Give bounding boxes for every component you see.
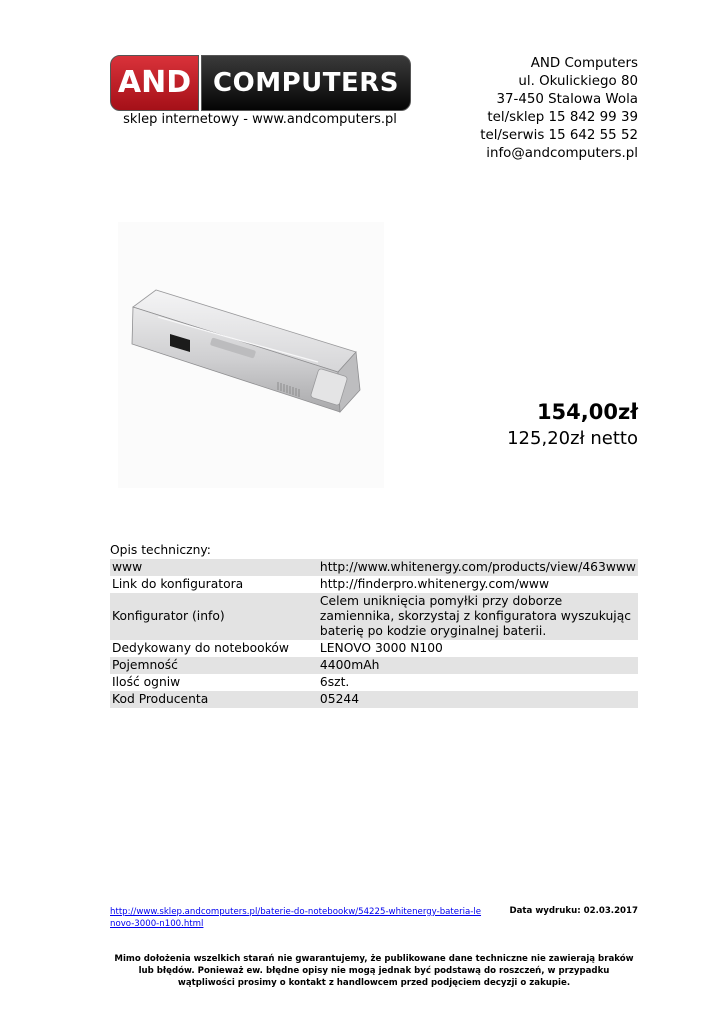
price-gross: 154,00zł <box>536 400 638 424</box>
company-contact <box>480 55 638 163</box>
table-row <box>110 593 638 640</box>
spec-value: Celem uniknięcia pomyłki przy doborze zamiennika, skorzystaj z konfiguratora wyszukując baterię po kodzie oryginalnej baterii. <box>318 593 638 640</box>
table-row <box>110 559 638 576</box>
table-row <box>110 674 638 691</box>
print-date: Data wydruku: 02.03.2017 <box>509 906 638 916</box>
spec-key: Konfigurator (info) <box>110 593 318 640</box>
company-name: AND Computers <box>530 56 638 71</box>
spec-value: 6szt. <box>319 675 350 689</box>
table-row <box>110 657 638 674</box>
price-net: 125,20zł netto <box>507 428 638 449</box>
company-logo <box>110 55 410 111</box>
spec-key: Link do konfiguratora <box>112 577 244 591</box>
disclaimer: Mimo dołożenia wszelkich starań nie gwarantujemy, że publikowane dane techniczne nie zawierają braków lub błędów. Ponieważ ew. błędne opisy nie mogą jednak być podstawą do roszczeń, w przypadku wątpliwości prosimy o kontakt z handlowcem przed podjęciem decyzji o zakupie. <box>114 954 634 988</box>
spec-key: Ilość ogniw <box>112 675 181 689</box>
spec-value: 4400mAh <box>318 657 638 674</box>
spec-key: Pojemność <box>110 657 318 674</box>
battery-product-image <box>118 222 384 488</box>
spec-key: Kod Producenta <box>110 691 318 708</box>
shop-phone: tel/sklep 15 842 99 39 <box>487 110 638 125</box>
logo-and: AND <box>110 55 199 111</box>
spec-value: LENOVO 3000 N100 <box>319 641 443 655</box>
logo-computers: COMPUTERS <box>201 55 411 111</box>
spec-value: http://finderpro.whitenergy.com/www <box>319 577 550 591</box>
shop-tagline: sklep internetowy - www.andcomputers.pl <box>123 112 397 127</box>
spec-key: Dedykowany do notebooków <box>112 641 289 655</box>
company-email[interactable]: info@andcomputers.pl <box>486 146 638 161</box>
spec-title: Opis techniczny: <box>110 543 211 557</box>
spec-table <box>110 559 638 708</box>
table-row <box>110 576 638 593</box>
spec-value: http://www.whitenergy.com/products/view/463www <box>319 560 636 574</box>
price-block <box>507 398 638 452</box>
spec-value: 05244 <box>318 691 638 708</box>
table-row <box>110 691 638 708</box>
product-page-link[interactable]: http://www.sklep.andcomputers.pl/baterie-do-notebookw/54225-whitenergy-bateria-lenovo-3000-n100.html <box>110 907 482 929</box>
company-city: 37-450 Stalowa Wola <box>496 92 638 107</box>
company-street: ul. Okulickiego 80 <box>518 74 638 89</box>
service-phone: tel/serwis 15 642 55 52 <box>480 128 638 143</box>
table-row <box>110 640 638 657</box>
spec-key: www <box>110 559 318 576</box>
